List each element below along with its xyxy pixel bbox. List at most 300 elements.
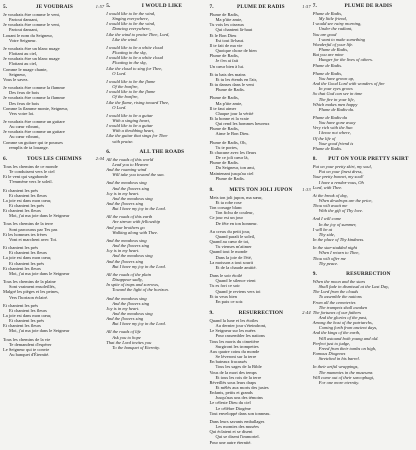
lyric-line: I would like to be a guitar: [106, 112, 153, 118]
lyric-line: Plume de Radis,: [312, 70, 343, 76]
lyric-line: Tu vois les oiseaux: [209, 22, 244, 28]
song-number: 7.: [209, 4, 214, 10]
lyric-line: But you are mine: [312, 52, 344, 58]
stanza: [210, 195, 311, 226]
stanza: [313, 71, 414, 112]
lyric-line: Quand je reviens vers toi: [215, 288, 261, 294]
lyric-line: with praise.: [112, 138, 134, 144]
lyric-line: And the meadows sing: [112, 253, 153, 259]
lyric-line: Maintenant jusqu'au ciel: [209, 170, 254, 176]
lyric-line: Like the flame, rising toward Thee,: [106, 99, 170, 105]
lyric-line: So that God can see in time: [312, 91, 363, 97]
song-heading: [313, 156, 414, 163]
lyric-line: I will be at: [312, 226, 333, 232]
stanza: [210, 273, 311, 304]
lyric-line: Le célèbre Diogène: [215, 405, 251, 411]
stanza: [313, 193, 414, 214]
lyric-line: Et chantent les fleurs: [3, 323, 41, 329]
lyric-line: Lead you to Heaven: [112, 161, 149, 167]
lyric-line: The fire in your life,: [318, 96, 355, 102]
lyric-line: Tu te portes,: [215, 144, 238, 150]
lyric-line: All the roads of life: [106, 329, 141, 335]
stanza: [106, 296, 207, 327]
stanza: [106, 329, 207, 350]
lyric-line: Au cœur vibrant,: [9, 124, 40, 130]
lyric-line: And the flowers sing: [106, 258, 144, 264]
lyric-line: Like the wind.: [112, 36, 138, 42]
lyric-line: Comme la flamme monte, Seigneur,: [3, 105, 69, 111]
lyric-line: Un cœur bien à lui.: [209, 63, 245, 69]
stanza: [3, 164, 104, 185]
lyric-line: And the glories of the past,: [318, 314, 368, 320]
lyric-line: O Lord.: [112, 70, 127, 76]
lyric-line: Comme le nuage chante,: [3, 66, 48, 72]
lyric-line: Quand le silence vient: [215, 278, 256, 284]
lyric-line: Il te fait de ma vie: [209, 42, 243, 48]
lyric-line: In their artful wrappings,: [312, 364, 359, 370]
lyric-line: But I have my joy in the Lord.: [112, 321, 166, 327]
lyric-line: Je voudrais être un blanc nuage: [3, 45, 60, 51]
lyric-line: Plume de Radis,: [318, 47, 349, 53]
lyric-line: Je voudrais être comme la flamme: [3, 95, 65, 101]
lyric-line: Plume de Radis.: [209, 160, 239, 166]
lyric-line: Dancing everywhere,: [112, 26, 151, 32]
stanza: [106, 113, 207, 144]
lyric-line: La joie est dans mon cœur,: [3, 197, 52, 203]
lyric-line: Dans le soir étoilé: [209, 273, 243, 279]
lyric-line: Pour une autre éternité.: [209, 439, 252, 445]
lyric-line: Like the guitar that sings for Thee: [106, 133, 168, 139]
lyric-line: In your eyes grows: [318, 86, 353, 92]
stanza: [3, 46, 104, 82]
lyric-line: Walking along with Thee.: [112, 229, 159, 235]
lyric-line: Ton fichu de couleur,: [215, 210, 254, 216]
lyric-line: remplis de ta louange.: [9, 144, 49, 150]
lyric-line: Vers votre loi.: [9, 110, 35, 116]
lyric-line: Des feux de bois: [9, 90, 40, 96]
lyric-line: Quand tout le monde: [209, 249, 248, 255]
lyric-line: With a singing heart,: [112, 117, 151, 123]
stanza: [3, 337, 104, 358]
lyric-line: Et chantent les prés: [3, 245, 39, 251]
lyric-line: With the gift of Thy love.: [318, 208, 363, 214]
lyric-line: Plume de Radis,: [209, 12, 239, 17]
lyric-line: With a throbbing heart,: [112, 128, 155, 134]
song-block: [313, 271, 414, 385]
stanza: [106, 272, 207, 293]
stanza: [210, 12, 311, 69]
lyric-line: Votre Seigneur.: [9, 37, 37, 43]
lyrics-column-3: [210, 3, 311, 450]
lyric-line: Wonderful of your life.: [312, 41, 354, 47]
lyric-line: Perfect just to judge,: [312, 340, 351, 346]
song-title: PUT ON YOUR PRETTY SKIRT: [328, 156, 409, 163]
lyric-line: Will come out of their sarcophagi,: [312, 374, 375, 380]
lyric-line: Plume de Radis-da.: [318, 106, 355, 112]
lyric-line: Et le Bon Dieu: [209, 32, 237, 38]
lyric-line: I know not where,: [318, 130, 351, 136]
lyric-line: Louant le nom du Seigneur,: [3, 32, 53, 38]
lyric-line: Like the cloud to sing for Thee,: [106, 65, 163, 71]
lyric-line: Moi, j'ai ma joie dans le Seigneur: [9, 328, 70, 334]
lyric-line: Plume de Radis,: [209, 53, 239, 59]
song-title: RESURRECTION: [238, 309, 284, 316]
lyric-line: La moisson a tout sourit: [209, 259, 253, 265]
lyric-line: Et chantent les fleurs: [9, 250, 47, 256]
song-title: I WOULD LIKE: [141, 3, 182, 9]
lyric-line: Hunger for the lives of others.: [318, 57, 373, 63]
song-block: [106, 149, 207, 350]
song-heading: [313, 271, 414, 278]
lyric-line: Put on your pretty skirt, my soul,: [312, 164, 372, 170]
lyric-line: All the roads of this world: [106, 156, 154, 162]
lyric-line: Enfants, petits et grands: [209, 390, 253, 396]
lyric-line: Quand au cœur de toi,: [209, 239, 250, 245]
lyric-line: Joy is in my heart.: [106, 248, 140, 254]
lyric-line: O Lord.: [112, 104, 127, 110]
song-heading: [210, 186, 311, 194]
lyric-line: Et chantent les prés: [3, 302, 39, 308]
lyric-line: Te conduisent vers le ciel: [9, 169, 55, 175]
lyric-line: Joy is in my heart.: [106, 305, 140, 311]
lyric-line: I would like to be the flame: [106, 89, 156, 95]
lyric-line: Floating in the sky,: [112, 50, 147, 56]
lyric-line: Qui se disent l'immortel.: [215, 434, 260, 440]
lyric-line: Put on your finest dress,: [318, 169, 363, 175]
lyric-line: Les momies des musées: [215, 424, 259, 430]
stanza: [210, 229, 311, 270]
song-number: 9.: [312, 270, 318, 277]
lyric-line: Mets ton joli jupon, ma sœur,: [209, 194, 263, 200]
lyric-line: And the flowers sing: [112, 243, 150, 249]
stanza: [106, 79, 207, 110]
lyric-line: That the Lord invites you: [106, 339, 152, 345]
lyric-line: Pour rassembler les nations: [215, 333, 265, 339]
lyric-line: Qui rend les hommes heureux: [215, 121, 270, 127]
lyric-line: The fortunes of our fathers: [312, 309, 362, 315]
lyric-line: And I will come: [312, 216, 342, 222]
lyric-line: I would like to be the wind,: [106, 11, 156, 16]
lyric-line: When dewdrops are the price,: [318, 198, 373, 203]
song-block: [210, 186, 311, 304]
lyric-line: Vous de la mort des temps: [209, 369, 257, 375]
lyric-line: And the kings of the earth,: [312, 330, 361, 336]
lyric-line: Et la bonne et la vraie: [209, 115, 249, 121]
lyric-line: All the roads of this earth: [106, 214, 153, 220]
lyric-line: La joie est dans mon cœur,: [3, 312, 52, 318]
stanza: [210, 419, 311, 445]
lyric-line: Tous les chemins de la vie: [3, 336, 51, 342]
lyric-line: Dans leurs savants emballages: [209, 418, 265, 424]
lyric-line: Dans la joie de l'été,: [215, 254, 252, 260]
lyric-line: Sont vraiment ensoleillés,: [9, 284, 56, 290]
lyric-line: To assemble the nations: [318, 294, 362, 300]
song-title: METS TON JOLI JUPON: [229, 186, 293, 193]
lyric-line: Ton corsage blanc: [209, 205, 243, 211]
lyric-line: Chaque jour la vérité: [215, 110, 254, 116]
stanza: [313, 11, 414, 68]
song-block: [3, 155, 104, 357]
lyric-line: De ce joli cœur là,: [215, 155, 249, 161]
lyric-line: Moi, j'ai ma joie dans le Seigneur: [9, 270, 70, 276]
lyric-line: Ma p'tite amie,: [215, 17, 243, 23]
lyric-line: In spite of traps and sorrows,: [106, 282, 160, 288]
lyric-line: Thou wilt await me: [312, 203, 348, 209]
song-duration: 2:04: [95, 155, 105, 161]
lyric-line: And the flowers sing: [106, 316, 144, 322]
lyric-line: Disappear sadly,: [112, 277, 143, 283]
lyric-line: Aux quatre coins du monde: [209, 348, 260, 354]
song-heading: [106, 3, 207, 10]
lyric-line: Partout dansant,: [9, 17, 38, 23]
lyric-line: At the break of day,: [312, 192, 348, 198]
lyric-line: Et tu veux bien: [209, 293, 237, 299]
lyric-line: Je t'en ai fait: [215, 58, 239, 64]
stanza: [3, 279, 104, 300]
lyric-line: Will take you toward the sun.: [112, 172, 165, 178]
lyric-line: Plume de Radis,: [209, 95, 239, 101]
stanza: [3, 12, 104, 43]
song-number: 5.: [3, 4, 8, 10]
lyric-line: Je voudrais être comme le vent,: [3, 22, 60, 28]
lyric-line: And your brothers go: [106, 224, 145, 230]
lyric-line: Et tous les rois de la terre: [215, 374, 262, 380]
song-number: 9.: [209, 309, 214, 316]
lyric-line: Qui éclatent et se disent: [209, 429, 253, 435]
stanza: [3, 188, 104, 219]
lyric-line: Singing everywhere,: [112, 16, 149, 22]
lyric-line: Partout dansant,: [9, 27, 38, 33]
stanza: [313, 216, 414, 242]
stanza: [313, 364, 414, 385]
lyric-line: Plume de Radis.: [215, 175, 245, 181]
stanza: [3, 119, 104, 150]
lyric-line: Thy side,: [318, 231, 335, 237]
lyric-line: Te demandent d'espérer: [9, 341, 52, 347]
stanza: [3, 303, 104, 334]
song-title: PLUME DE RADIS: [237, 4, 285, 10]
lyric-line: Je voudrais être comme un guitare: [3, 129, 65, 135]
stanza: [106, 238, 207, 269]
lyric-line: I would see rainy morning,: [312, 21, 362, 27]
lyric-line: Of the bonfire,: [112, 94, 139, 100]
lyric-line: Vont et marchent avec Toi.: [9, 236, 58, 242]
lyric-line: Seigneur,: [9, 71, 26, 77]
lyric-line: Et tu danses dans le vent: [209, 82, 254, 88]
stanza: [3, 221, 104, 242]
stanza: [313, 115, 414, 151]
lyric-line: La joie est dans mon cœur,: [3, 255, 52, 261]
lyric-line: I want to make something: [318, 36, 365, 42]
lyric-line: Et tu les étends en l'air,: [215, 76, 258, 82]
lyric-line: And the roaming wind: [106, 167, 147, 173]
lyric-line: From all the cemeteries: [312, 299, 356, 305]
lyric-line: But I have my joy in the Lord.: [112, 263, 166, 269]
song-block: [313, 3, 414, 151]
lyric-line: Plume de Radis.: [312, 62, 343, 68]
lyric-line: Aime le Bon Dieu.: [215, 131, 250, 137]
lyric-line: Et chantent les prés: [9, 260, 45, 266]
song-number: 5.: [106, 3, 111, 9]
lyric-line: Et chantent les fleurs: [9, 307, 47, 313]
lyric-line: In the joy of summer,: [318, 221, 357, 227]
lyric-line: Tous les chemins de la plaine: [3, 279, 56, 285]
lyric-line: Thou wilt offer me: [312, 255, 346, 261]
lyric-line: The Lord from the clouds: [312, 289, 359, 295]
song-block: [106, 3, 207, 144]
song-block: [210, 309, 311, 445]
lyric-line: Je voudrais être comme le vent,: [3, 12, 60, 17]
lyric-line: Il te faut aimer: [209, 105, 237, 111]
song-number: 8.: [209, 186, 214, 193]
song-number: 7.: [312, 3, 318, 9]
song-number: 6.: [106, 148, 111, 155]
stanza: [106, 180, 207, 211]
lyric-line: And the flowers sing: [112, 300, 150, 306]
lyric-line: Plume de Radis,: [209, 126, 239, 132]
lyric-line: Will astound both young and old.: [318, 335, 379, 341]
lyric-line: In the place of Thy kindness.: [312, 237, 365, 243]
lyric-line: Under the radiant,: [318, 26, 353, 32]
lyric-line: Et chantent les fleurs: [3, 265, 41, 271]
lyric-line: Tous les morts du cimetière: [209, 338, 260, 344]
lyric-line: En bateaux fracassés: [209, 359, 247, 365]
song-heading: [210, 3, 311, 11]
lyric-line: Tu es fort ce soir: [209, 283, 240, 289]
lyric-line: Est tout là-haut.: [215, 37, 245, 43]
lyric-line: Plume de Radis-da: [312, 114, 347, 120]
lyric-line: Se lèveront sur la terre: [215, 354, 257, 360]
lyric-line: And the meadows sing: [106, 295, 147, 301]
lyric-line: Flottant au ciel,: [9, 61, 38, 67]
lyric-line: When I return to Thee,: [318, 250, 360, 256]
song-heading: [313, 3, 414, 10]
song-block: [313, 156, 414, 266]
lyric-line: Flottant au ciel,: [9, 51, 38, 57]
lyric-line: Quoique chose de bien: [215, 48, 257, 54]
lyric-line: And the Good Lord with wonders of fire: [312, 81, 385, 87]
lyric-line: Et chantent les prés: [3, 187, 39, 193]
stanza: [210, 318, 311, 416]
song-title: RESURRECTION: [346, 270, 391, 277]
lyric-line: Ma p'tite amie,: [215, 100, 243, 106]
lyric-line: Quand la lune et les étoiles: [209, 317, 259, 323]
stanza: [3, 245, 104, 276]
song-duration: 1:57: [302, 4, 311, 9]
lyric-line: Qui chantent là-haut: [215, 27, 253, 33]
lyric-line: You have grown up,: [318, 75, 355, 81]
lyric-line: Moi, j'ai ma joie dans le Seigneur: [9, 213, 70, 219]
lyric-line: My little friend,: [318, 16, 347, 22]
lyric-line: And the flowers sing: [106, 201, 144, 206]
lyric-line: Et chantent les fleurs: [3, 208, 41, 214]
lyric-line: Le Seigneur qui te convie: [3, 346, 50, 352]
lyric-line: Ask you to hope: [112, 334, 141, 340]
lyric-line: Stretched in his barrel.: [318, 356, 360, 362]
lyric-line: Of the bonfire,: [112, 84, 139, 90]
lyric-line: Et chacune avec les fleurs: [209, 149, 257, 155]
lyric-line: You are good: [312, 31, 337, 37]
lyric-line: Et le vent qui vagabonde: [3, 174, 48, 180]
lyric-line: Very rich with the Sun: [312, 125, 353, 131]
lyric-line: All the roads of the plain: [106, 271, 151, 277]
lyrics-column-1: [3, 3, 104, 450]
lyric-line: Shall fade in dismissal at the Last Day,: [318, 284, 390, 290]
lyric-line: The mummies in the museums: [318, 369, 373, 375]
lyric-line: Tout enveloppé dans son tonneau.: [209, 410, 271, 416]
lyric-line: Which makes men happy: [312, 101, 358, 107]
lyric-line: Are strewn with fellowship: [112, 219, 161, 225]
lyric-line: Thy peace.: [318, 260, 339, 266]
lyric-line: I would like to be the flame: [106, 78, 156, 84]
lyric-line: Et chantent les prés: [9, 318, 45, 324]
lyrics-column-2: [106, 3, 207, 450]
lyric-line: Le Seigneur sur les nuées: [209, 328, 256, 334]
song-duration: 2:44: [302, 309, 311, 315]
lyric-line: Like the wind to praise Thee, Lord,: [106, 31, 170, 37]
lyric-line: Plume de Radis, Oh,: [209, 139, 247, 145]
lyric-line: Réveillés sous leurs draps: [209, 379, 257, 385]
lyric-line: Et chantent les fleurs: [9, 192, 47, 198]
lyric-line: Famous Diogenes: [312, 351, 346, 357]
stanza: [106, 45, 207, 76]
lyric-line: Plume de Radis.: [312, 145, 343, 151]
lyric-line: Au cœur vibrant,: [9, 134, 40, 140]
lyric-line: Toward the light of the horizon.: [112, 287, 169, 293]
lyric-line: The trumpets shall awaken: [318, 304, 368, 310]
song-heading: [106, 149, 207, 156]
song-number: 8.: [312, 156, 318, 163]
stanza: [3, 85, 104, 116]
lyric-line: I have a rendez-vous, Oh: [318, 179, 364, 185]
stanza: [106, 157, 207, 178]
lyric-line: In the star-studded night: [312, 245, 358, 251]
lyric-line: Et ta robe rose: [215, 200, 242, 205]
lyric-line: Et les hommes tes frères: [3, 231, 47, 237]
lyric-line: I would like to be a white cloud: [106, 55, 163, 61]
lyric-line: Et tu bats des mains: [209, 71, 246, 77]
song-title: JE VOUDRAIS: [35, 4, 73, 10]
lyric-line: Floating in the sky,: [112, 60, 147, 66]
lyric-line: For one more eternity.: [318, 379, 360, 385]
lyric-line: Vers l'horizon éclairé.: [9, 294, 49, 300]
stanza: [313, 164, 414, 190]
song-heading: [3, 155, 104, 163]
lyric-line: Je voudrais être comme un guitare: [3, 118, 65, 124]
lyric-line: Des feux de bois: [9, 100, 40, 106]
stanza: [210, 95, 311, 136]
lyric-line: Plume de Radis.: [215, 87, 245, 93]
lyric-line: Of the life of: [312, 135, 336, 141]
lyric-line: De fête en ton honneur.: [215, 220, 258, 226]
song-block: [3, 3, 104, 150]
lyrics-column-4: [313, 3, 414, 450]
lyric-line: Coming forth from ancient days,: [318, 325, 378, 331]
lyric-line: Et chantent les prés: [9, 203, 45, 208]
song-heading: [3, 3, 104, 11]
lyric-line: T'emmène vers le soleil.: [9, 179, 53, 185]
song-number: 6.: [3, 155, 8, 162]
stanza: [313, 279, 414, 362]
lyric-line: Comme un guitare qui te pousses: [3, 139, 63, 145]
lyric-line: En paix ce soir.: [215, 298, 244, 304]
lyric-line: And the meadows sing: [106, 180, 147, 186]
song-title: ALL THE ROADS: [139, 148, 185, 155]
stanza: [210, 140, 311, 181]
song-duration: 1:57: [95, 4, 105, 9]
lyric-line: Le céleste Dieu du ciel: [209, 400, 251, 406]
lyric-line: Et mêlés aux morts des justes: [215, 385, 269, 390]
